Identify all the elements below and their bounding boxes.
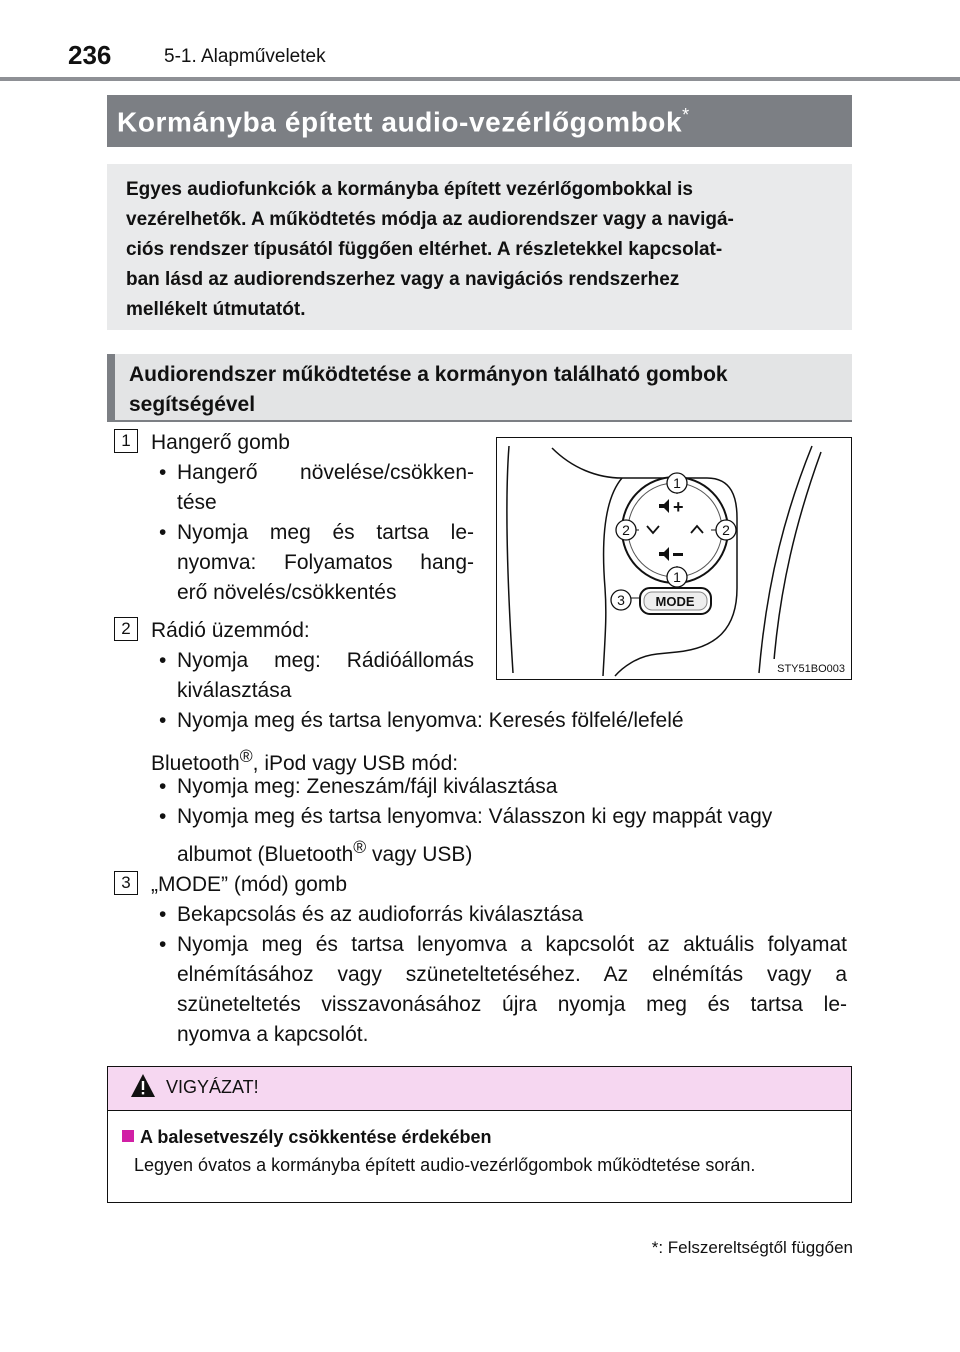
caution-subheading xyxy=(122,1127,492,1148)
callout-label: 2 xyxy=(622,522,630,538)
subheading-line: Audiorendszer működtetése a kormányon található gombok xyxy=(129,363,728,386)
item1-bullet-2 xyxy=(159,518,474,608)
item-number-2: 2 xyxy=(114,617,138,641)
text-span: , iPod vagy USB mód: xyxy=(252,752,459,775)
text-line: nyomva a kapcsolót. xyxy=(177,1023,369,1046)
header-rule xyxy=(0,77,960,81)
bullet-mark: • xyxy=(159,709,167,732)
text-line: Nyomja meg és tartsa lenyomva: Válasszon ki egy mappát vagy xyxy=(177,805,773,828)
caution-label: VIGYÁZAT! xyxy=(166,1077,259,1097)
callout-label: 3 xyxy=(617,592,625,608)
mode-button-label: MODE xyxy=(655,594,695,609)
item3-bullet-1 xyxy=(159,900,847,930)
caution-header xyxy=(108,1067,851,1111)
steering-switch-figure xyxy=(496,437,852,680)
footnote-text: : Felszereltségtől függően xyxy=(658,1238,853,1257)
bullet-mark: • xyxy=(159,805,167,828)
item1-title: Hangerő gomb xyxy=(151,431,290,454)
text-line: Nyomja meg és tartsa le- xyxy=(177,521,474,544)
registered-mark: ® xyxy=(239,746,253,766)
callout-label: 1 xyxy=(673,475,681,491)
intro-line: ban lásd az audiorendszerhez vagy a navigációs rendszerhez xyxy=(126,269,680,290)
page-number: 236 xyxy=(68,40,112,70)
page-title-text: Kormányba épített audio-vezérlőgombok xyxy=(117,106,683,138)
bullet-mark: • xyxy=(159,461,167,484)
text-line: szüneteltetés visszavonásához újra nyomja meg és tartsa le- xyxy=(177,993,847,1016)
text-span: vagy USB) xyxy=(366,843,473,866)
subheading xyxy=(107,354,852,422)
bullet-mark: • xyxy=(159,775,167,798)
square-bullet-icon xyxy=(122,1130,134,1142)
title-bar xyxy=(107,95,852,147)
item1-bullet-1 xyxy=(159,458,474,518)
item2-bullet-4 xyxy=(159,802,847,870)
callout-1-bottom xyxy=(667,567,687,587)
bullet-mark: • xyxy=(159,649,167,672)
equipment-mark: * xyxy=(682,105,690,125)
text-line: tése xyxy=(177,491,217,514)
text-line: elnémításához vagy szüneteltetéséhez. Az elnémítás vagy a xyxy=(177,963,847,986)
text-line: Nyomja meg és tartsa lenyomva: Keresés fölfelé/lefelé xyxy=(177,709,684,732)
text-line: nyomva: Folyamatos hang- xyxy=(177,551,474,574)
text-line xyxy=(177,832,847,870)
caution-subheading-text: A balesetveszély csökkentése érdekében xyxy=(140,1127,492,1147)
footnote xyxy=(652,1238,853,1258)
text-line: erő növelés/csökkentés xyxy=(177,581,397,604)
intro-line: Egyes audiofunkciók a kormányba épített vezérlőgombokkal is xyxy=(126,179,694,200)
callout-3 xyxy=(611,590,631,610)
bullet-mark: • xyxy=(159,903,167,926)
caution-box xyxy=(107,1066,852,1203)
text-line: Nyomja meg és tartsa lenyomva a kapcsolót az aktuális folyamat xyxy=(177,933,847,956)
footnote-mark: * xyxy=(651,1238,659,1257)
text-line: Nyomja meg: Rádióállomás xyxy=(177,649,474,672)
svg-text:+: + xyxy=(673,497,684,517)
item3-bullet-2 xyxy=(159,930,847,1050)
item3-title: „MODE” (mód) gomb xyxy=(151,873,348,896)
text-span: albumot (Bluetooth xyxy=(177,843,354,866)
figure-code: STY51BO003 xyxy=(777,663,845,675)
warning-icon xyxy=(130,1073,156,1099)
caution-body: Legyen óvatos a kormányba épített audio-vezérlőgombok működtetése során. xyxy=(134,1155,756,1175)
text-span: Bluetooth xyxy=(151,752,240,775)
bullet-mark: • xyxy=(159,521,167,544)
intro-box xyxy=(107,164,852,330)
text-line: kiválasztása xyxy=(177,679,292,702)
steering-switch-illustration xyxy=(497,438,850,678)
item2-title: Rádió üzemmód: xyxy=(151,619,310,642)
item2-bullet-1 xyxy=(159,646,474,706)
item-number-3: 3 xyxy=(114,871,138,895)
registered-mark: ® xyxy=(353,837,367,857)
callout-2-left xyxy=(616,520,636,540)
callout-label: 1 xyxy=(673,569,681,585)
page-title xyxy=(117,105,690,138)
item2-bullet-3 xyxy=(159,772,847,802)
intro-line: vezérelhetők. A működtetés módja az audiorendszer vagy a navigá- xyxy=(126,209,734,230)
item2-bullet-2 xyxy=(159,706,847,736)
intro-line: ciós rendszer típusától függően eltérhet. A részletekkel kapcsolat- xyxy=(126,239,723,260)
callout-2-right xyxy=(716,520,736,540)
text-line: Nyomja meg: Zeneszám/fájl kiválasztása xyxy=(177,775,558,798)
item-number-1: 1 xyxy=(114,429,138,453)
callout-1-top xyxy=(667,473,687,493)
section-title: 5-1. Alapműveletek xyxy=(164,46,326,67)
intro-line: mellékelt útmutatót. xyxy=(126,299,306,320)
subheading-line: segítségével xyxy=(129,393,256,416)
bullet-mark: • xyxy=(159,933,167,956)
text-line: Hangerő növelése/csökken- xyxy=(177,461,474,484)
text-line: Bekapcsolás és az audioforrás kiválasztása xyxy=(177,903,584,926)
callout-label: 2 xyxy=(722,522,730,538)
